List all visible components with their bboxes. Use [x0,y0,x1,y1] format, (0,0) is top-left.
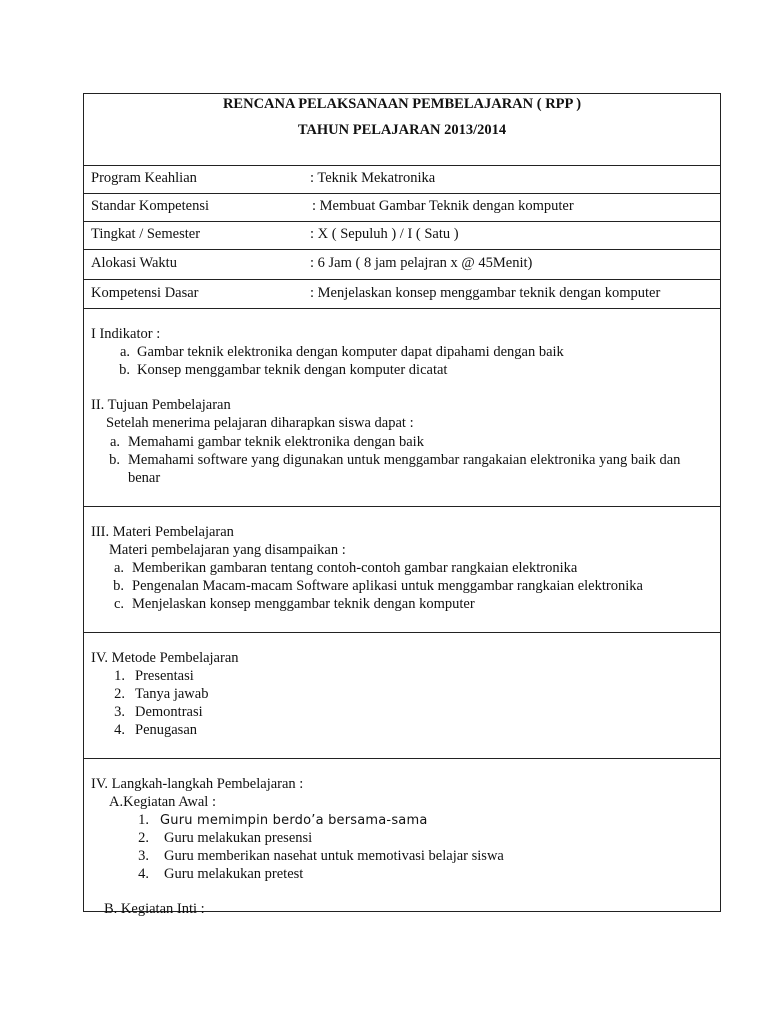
section-heading-langkah: IV. Langkah-langkah Pembelajaran : [91,776,304,792]
list-marker: a. [119,344,130,360]
section-heading-indikator: I Indikator : [91,326,161,342]
list-marker: 1. [138,812,149,828]
info-value: : X ( Sepuluh ) / I ( Satu ) [310,226,459,242]
list-item: Guru melakukan pretest [164,866,304,882]
info-value: : 6 Jam ( 8 jam pelajran x @ 45Menit) [310,255,533,271]
section-heading-tujuan: II. Tujuan Pembelajaran [91,397,231,413]
list-marker: c. [113,596,124,612]
list-item: Guru memimpin berdo’a bersama-sama [160,813,428,828]
list-marker: 4. [114,722,125,738]
list-marker: b. [109,452,120,468]
list-marker: 3. [138,848,149,864]
list-item: Pengenalan Macam-macam Software aplikasi untuk menggambar rangkaian elektronika [132,578,643,594]
info-row [84,250,720,280]
info-label: Kompetensi Dasar [91,285,199,301]
list-marker: b. [119,362,130,378]
list-marker: 2. [114,686,125,702]
info-row [84,280,720,309]
list-item: Demontrasi [135,704,203,720]
info-value: : Membuat Gambar Teknik dengan komputer [312,198,574,214]
list-marker: 2. [138,830,149,846]
list-item: Memahami software yang digunakan untuk menggambar rangakaian elektronika yang baik dan [128,452,681,468]
list-item: Tanya jawab [135,686,209,702]
list-marker: 1. [114,668,125,684]
info-label: Program Keahlian [91,170,197,186]
list-item: Konsep menggambar teknik dengan komputer dicatat [137,362,448,378]
list-item: Guru melakukan presensi [164,830,313,846]
info-value: : Menjelaskan konsep menggambar teknik dengan komputer [310,285,661,301]
list-marker: a. [109,434,120,450]
section-langkah [84,759,720,921]
info-label: Tingkat / Semester [91,226,201,242]
section-intro: Materi pembelajaran yang disampaikan : [109,542,346,558]
info-row [84,166,720,194]
list-item: Memahami gambar teknik elektronika dengan baik [128,434,424,450]
info-value: : Teknik Mekatronika [310,170,436,186]
list-marker: 4. [138,866,149,882]
list-item: Gambar teknik elektronika dengan komputer dapat dipahami dengan baik [137,344,564,360]
document-title: RENCANA PELAKSANAAN PEMBELAJARAN ( RPP ) [222,96,582,112]
list-item-continuation: benar [128,470,161,486]
section-indikator-tujuan [84,309,720,507]
section-metode [84,633,720,759]
section-heading-materi: III. Materi Pembelajaran [91,524,234,540]
subheading-kegiatan-inti: B. Kegiatan Inti : [104,901,205,917]
info-label: Alokasi Waktu [91,255,177,271]
list-item: Guru memberikan nasehat untuk memotivasi belajar siswa [164,848,504,864]
info-row [84,194,720,222]
list-item: Memberikan gambaran tentang contoh-contoh gambar rangkaian elektronika [132,560,578,576]
rpp-document [83,93,721,917]
document-year: TAHUN PELAJARAN 2013/2014 [297,122,507,138]
section-heading-metode: IV. Metode Pembelajaran [91,650,239,666]
list-item: Penugasan [135,722,198,738]
list-marker: a. [113,560,124,576]
document-header [84,94,720,166]
subheading-kegiatan-awal: A.Kegiatan Awal : [109,794,216,810]
list-marker: 3. [114,704,125,720]
section-materi [84,507,720,633]
info-row [84,222,720,250]
list-item: Menjelaskan konsep menggambar teknik dengan komputer [132,596,475,612]
info-label: Standar Kompetensi [91,198,209,214]
section-intro: Setelah menerima pelajaran diharapkan siswa dapat : [106,415,414,431]
list-marker: b. [113,578,124,594]
list-item: Presentasi [135,668,194,684]
